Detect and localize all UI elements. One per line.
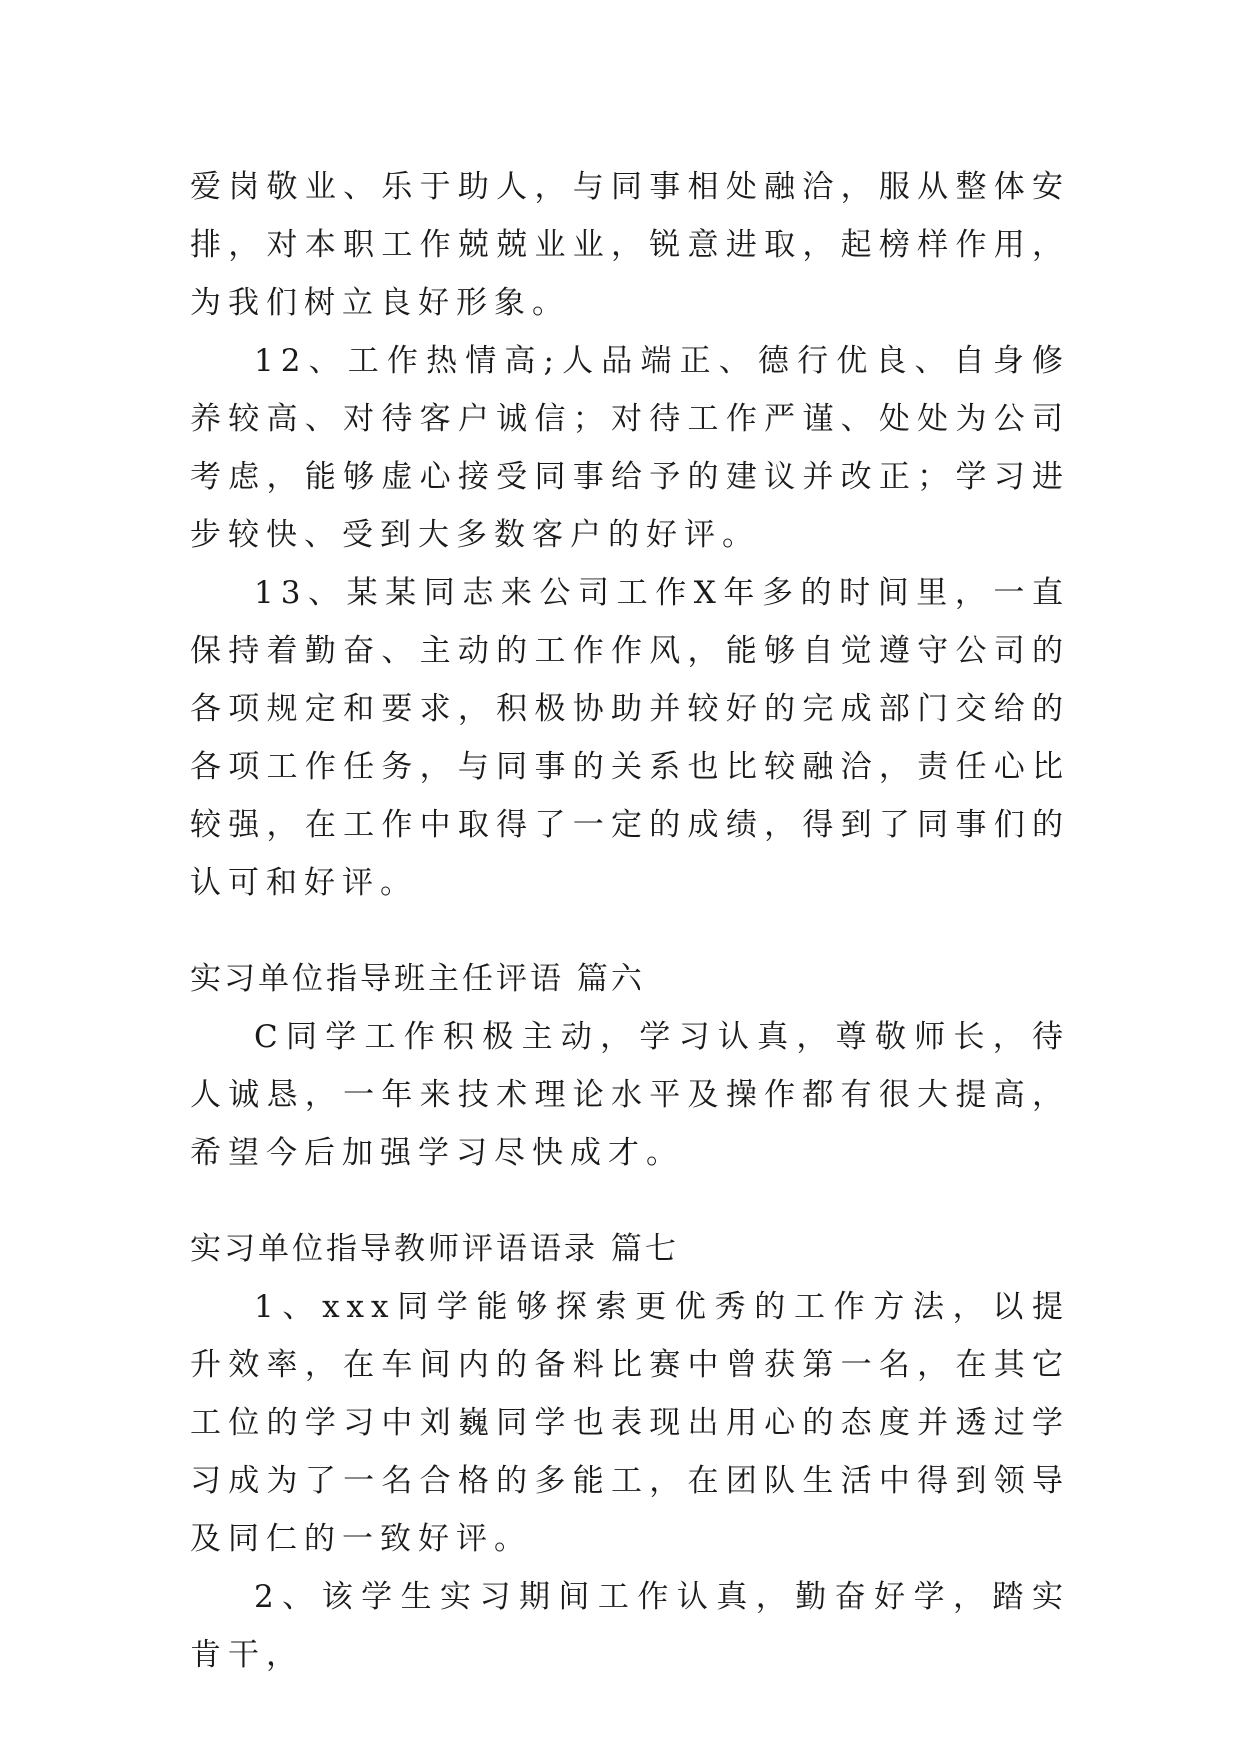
paragraph-item-12: 12、工作热情高;人品端正、德行优良、自身修养较高、对待客户诚信；对待工作严谨、处处为公司考虑，能够虚心接受同事给予的建议并改正；学习进步较快、受到大多数客户的好评。	[190, 343, 1070, 553]
section-heading-7: 实习单位指导教师评语语录 篇七	[190, 1231, 679, 1267]
paragraph-item-13: 13、某某同志来公司工作X年多的时间里，一直保持着勤奋、主动的工作作风，能够自觉遵守公司的各项规定和要求，积极协助并较好的完成部门交给的各项工作任务，与同事的关系也比较融洽，责任心比较强，在工作中取得了一定的成绩，得到了同事们的认可和好评。	[190, 575, 1070, 901]
section-6-body: C同学工作积极主动，学习认真，尊敬师长，待人诚恳，一年来技术理论水平及操作都有很大提高，希望今后加强学习尽快成才。	[190, 1019, 1070, 1171]
document-body	[190, 158, 1070, 1684]
section-heading-6: 实习单位指导班主任评语 篇六	[190, 961, 645, 997]
section-7-item-1: 1、xxx同学能够探索更优秀的工作方法，以提升效率，在车间内的备料比赛中曾获第一名，在其它工位的学习中刘巍同学也表现出用心的态度并透过学习成为了一名合格的多能工，在团队生活中得到领导及同仁的一致好评。	[190, 1289, 1070, 1557]
section-7-item-2: 2、该学生实习期间工作认真，勤奋好学，踏实肯干，	[190, 1579, 1070, 1673]
paragraph-continuation: 爱岗敬业、乐于助人，与同事相处融洽，服从整体安排，对本职工作兢兢业业，锐意进取，起榜样作用，为我们树立良好形象。	[190, 169, 1070, 321]
